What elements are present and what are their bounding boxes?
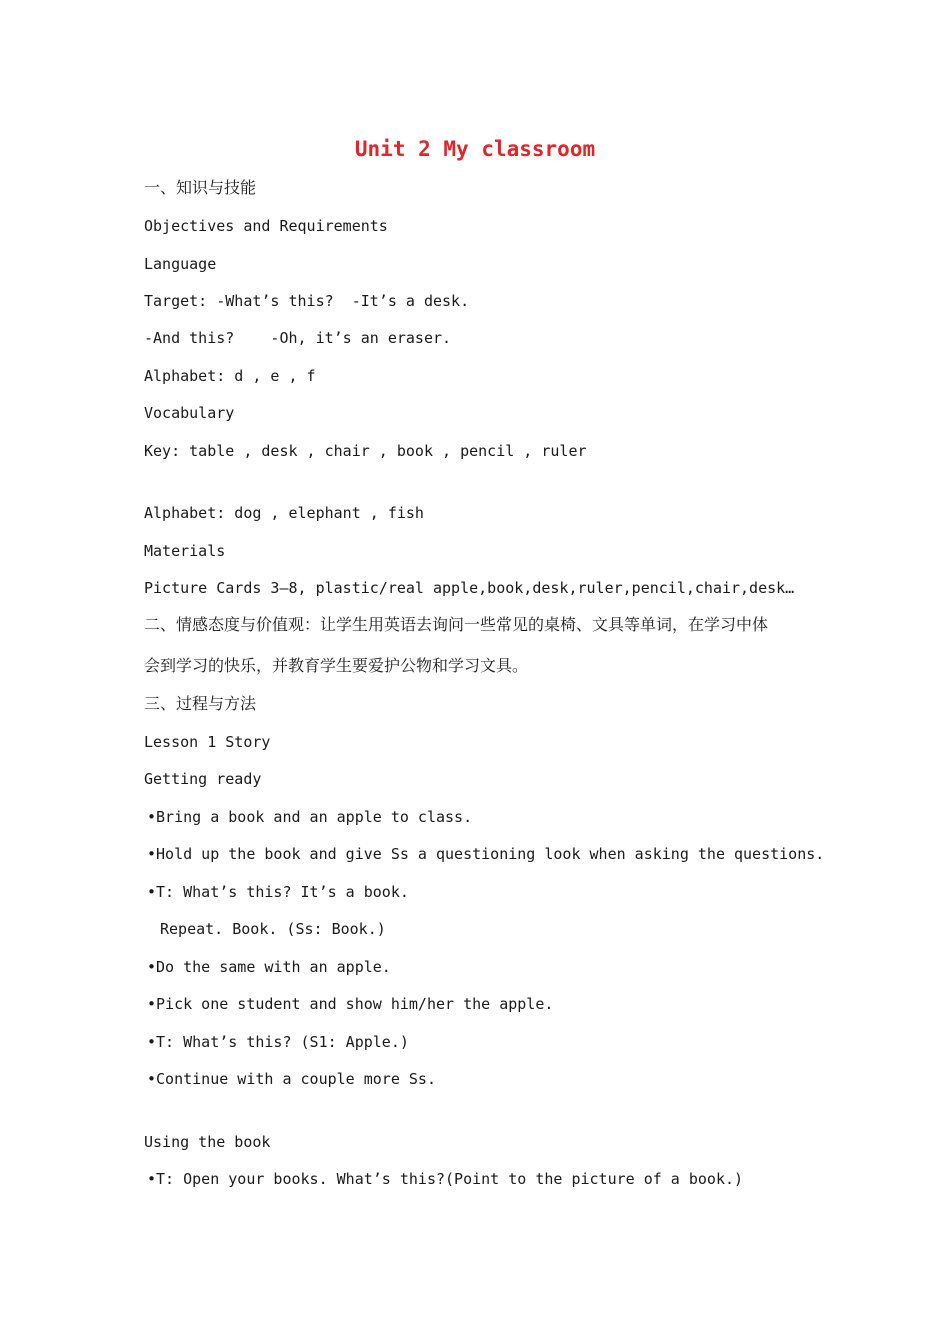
objectives-heading: Objectives and Requirements	[144, 217, 388, 235]
key-vocabulary-line: Key: table , desk , chair , book , pencil , ruler	[144, 442, 587, 460]
alphabet-line: Alphabet: d , e , f	[144, 367, 316, 385]
alphabet-words-line: Alphabet: dog , elephant , fish	[144, 504, 424, 522]
list-item: •T: What’s this? It’s a book.	[147, 883, 409, 901]
materials-line: Picture Cards 3—8, plastic/real apple,book,desk,ruler,pencil,chair,desk…	[144, 579, 795, 597]
target-line: Target: -What’s this? -It’s a desk.	[144, 292, 470, 310]
target-line-2: -And this? -Oh, it’s an eraser.	[144, 329, 452, 347]
list-item: •Continue with a couple more Ss.	[147, 1070, 436, 1088]
list-item: •Bring a book and an apple to class.	[147, 808, 473, 826]
attitude-continuation: 会到学习的快乐，并教育学生要爱护公物和学习文具。	[144, 656, 529, 675]
page-title: Unit 2 My classroom	[354, 137, 596, 161]
list-item-continuation: Repeat. Book. (Ss: Book.)	[160, 920, 386, 938]
lesson-heading: Lesson 1 Story	[144, 733, 271, 751]
section-heading-process: 三、过程与方法	[144, 694, 257, 713]
list-item: •Hold up the book and give Ss a questioning look when asking the questions.	[147, 845, 825, 863]
section-heading-knowledge: 一、知识与技能	[144, 178, 257, 197]
vocabulary-heading: Vocabulary	[144, 404, 235, 422]
list-item: •T: What’s this? (S1: Apple.)	[147, 1033, 409, 1051]
using-book-heading: Using the book	[144, 1133, 271, 1151]
materials-heading: Materials	[144, 542, 226, 560]
getting-ready-heading: Getting ready	[144, 770, 262, 788]
language-heading: Language	[144, 255, 217, 273]
list-item: •T: Open your books. What’s this?(Point to the picture of a book.)	[147, 1170, 744, 1188]
section-heading-attitude: 二、情感态度与价值观：让学生用英语去询问一些常见的桌椅、文具等单词，在学习中体	[144, 615, 769, 634]
list-item: •Do the same with an apple.	[147, 958, 391, 976]
list-item: •Pick one student and show him/her the apple.	[147, 995, 554, 1013]
